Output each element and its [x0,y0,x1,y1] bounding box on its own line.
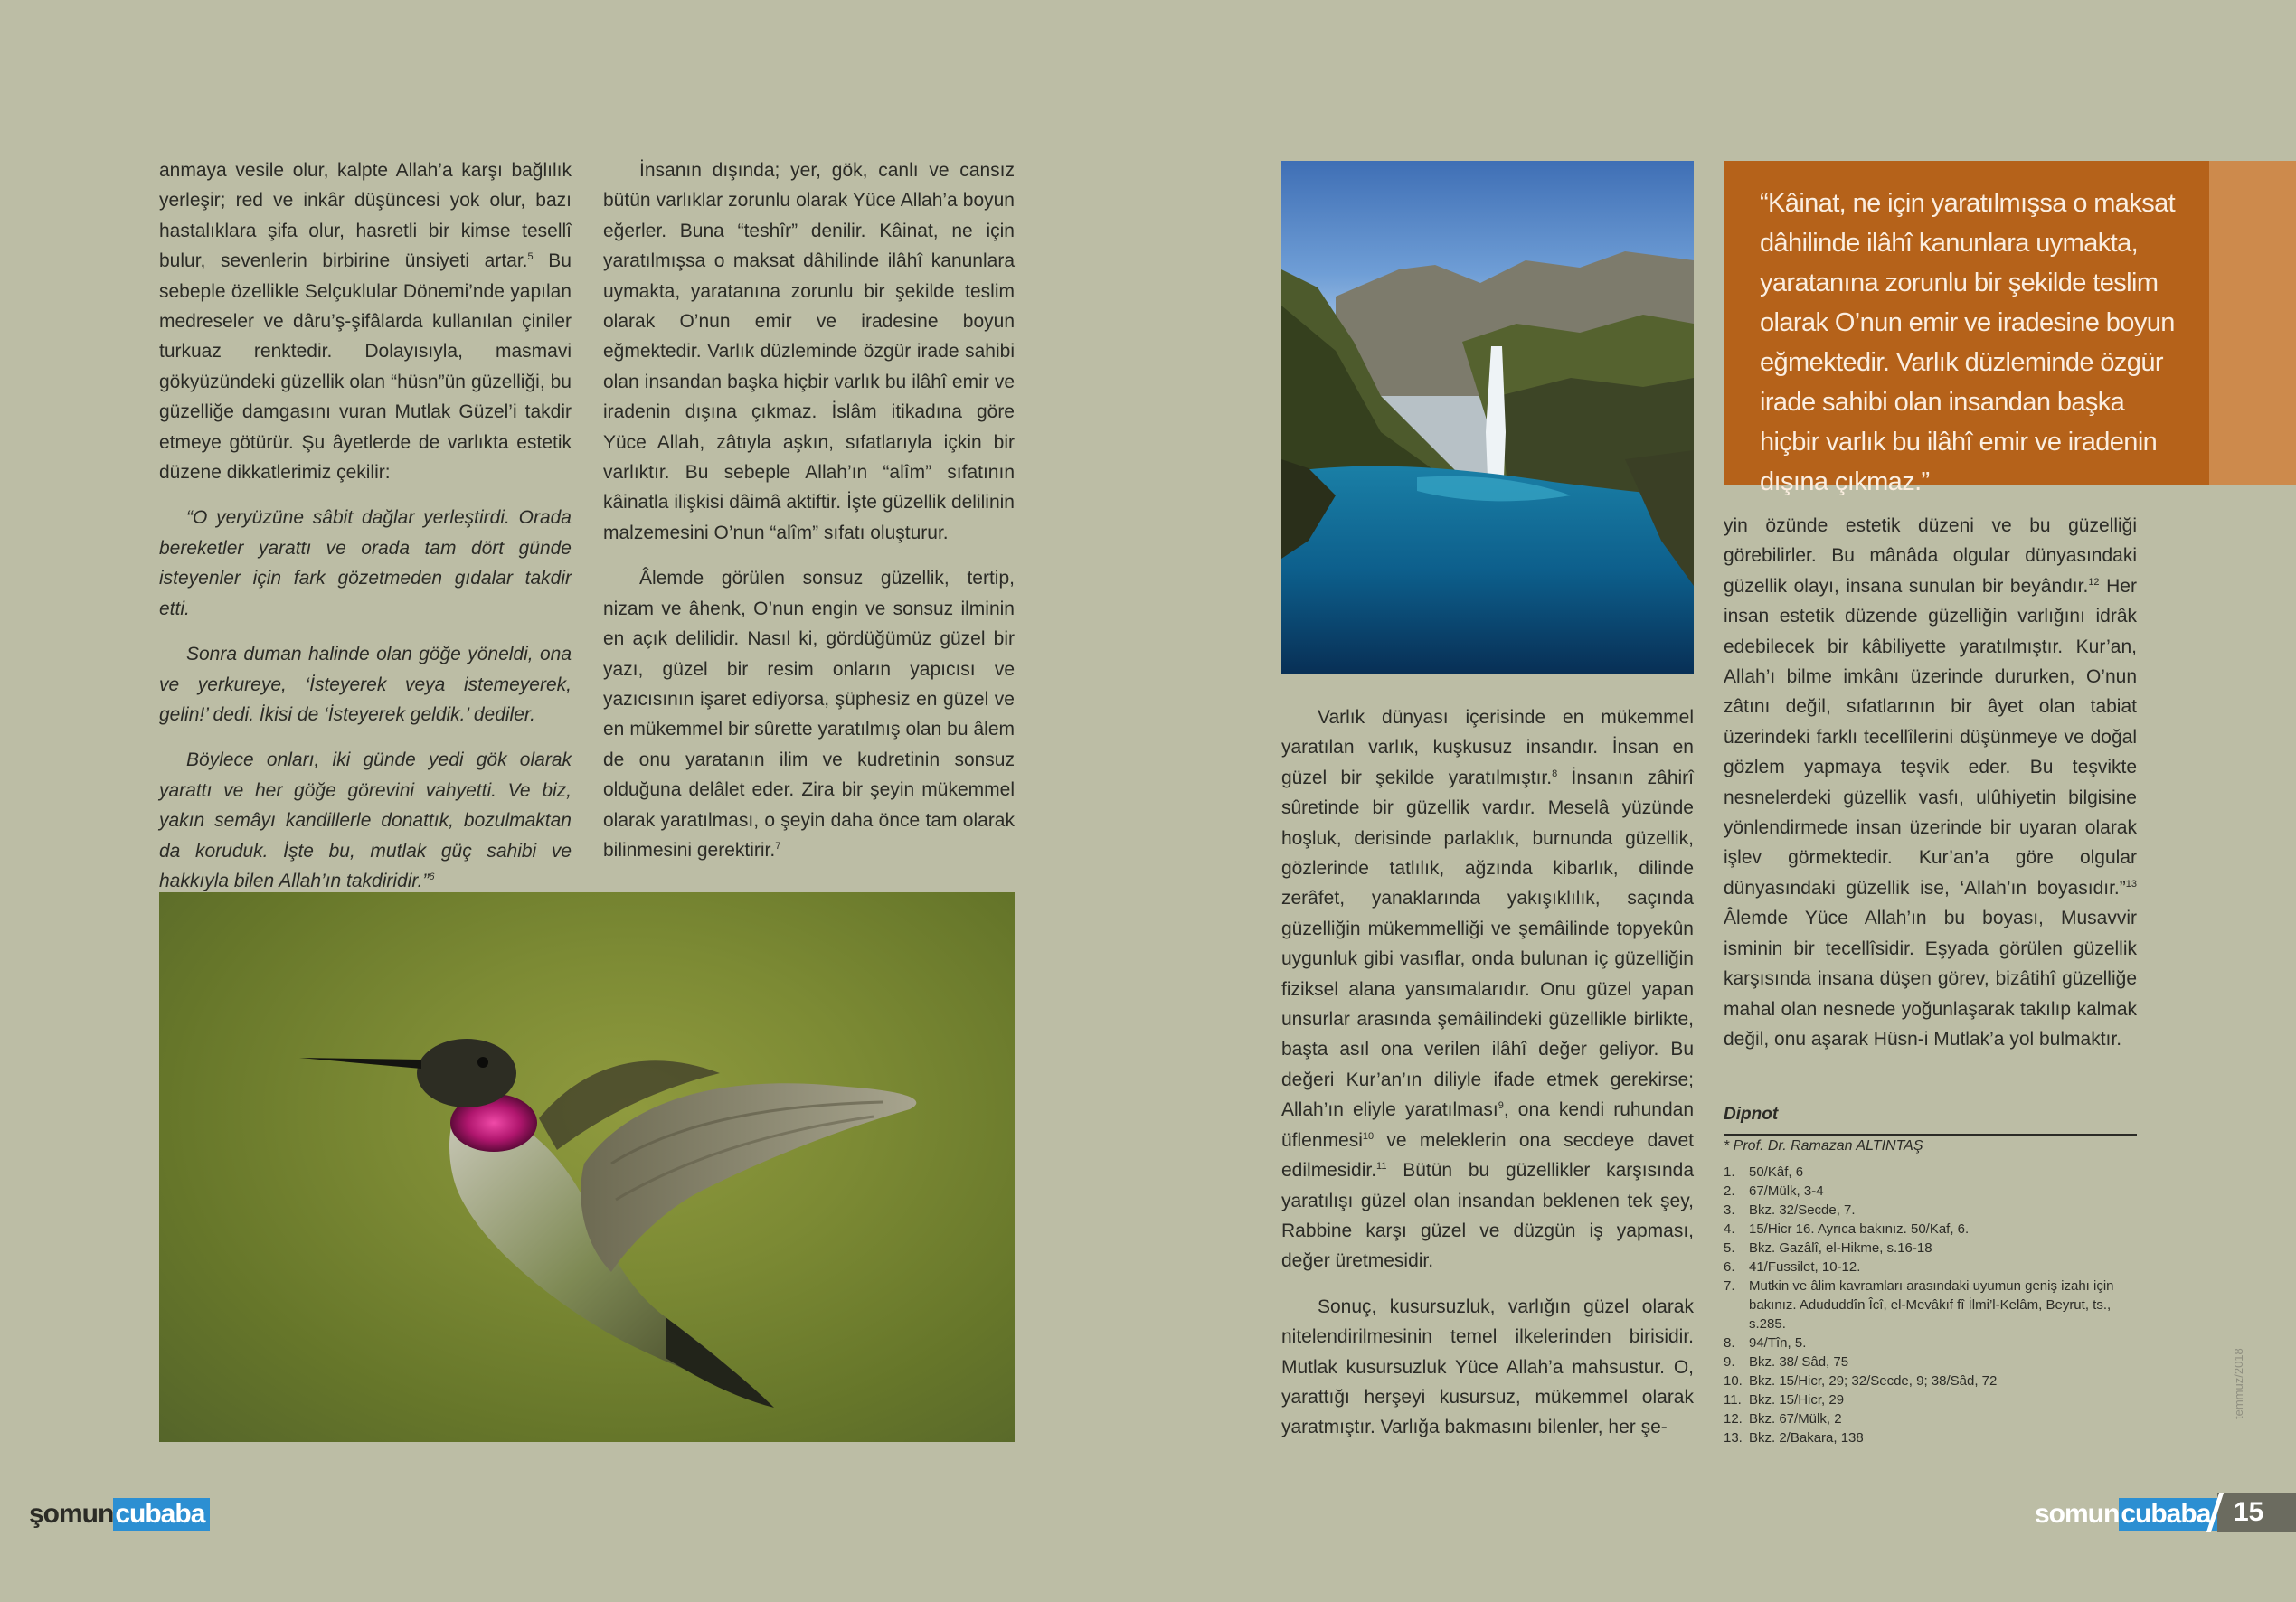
footnote-item: 10. Bkz. 15/Hicr, 29; 32/Secde, 9; 38/Sâd, 72 [1724,1373,1998,1389]
article-column-4 [1724,511,2137,1070]
footnote-item: 1. 50/Kâf, 6 [1724,1164,1804,1180]
article-column-3 [1281,702,1694,1458]
footnote-item: 8. 94/Tîn, 5. [1724,1335,1807,1351]
footnote-item: 13. Bkz. 2/Bakara, 138 [1724,1430,1864,1446]
footnote-item: 11. Bkz. 15/Hicr, 29 [1724,1392,1845,1408]
magazine-logo-left: şomun cubaba [29,1498,210,1531]
paragraph: anmaya vesile olur, kalpte Allah’a karşı bağlılık yerleşir; red ve inkâr düşüncesi yok olur, bazı hastalıklara şifa olur, hasretli bir kimse tesellî bulur, sevenlerin birbirine ünsiyeti artar.$^5$ Bu sebeple özellikle Selçuklular Dönemi’nde yapılan medreseler ve dâru’ş-şifâlarda kullanılan çiniler turkuaz renktedir. Dolayısıyla, masmavi gökyüzündeki güzellik olan “hüsn”ün güzelliği, bu güzelliğe damgasını vuran Mutlak Güzel’i takdir etmeye götürür. Şu âyetlerde de varlıkta estetik düzene dikkatlerimiz çekilir: [159,160,572,484]
issue-date: temmuz/2018 [2232,1348,2245,1419]
footnote-item: 6. 41/Fussilet, 10-12. [1724,1259,1861,1275]
paragraph: yin özünde estetik düzeni ve bu güzelliği görebilirler. Bu mânâda olgular dünyasındaki güzellik olayı, insana sunulan bir beyândır.$^{12}$ Her insan estetik düzende güzelliğin varlığını idrâk edebilecek bir kâbiliyette yaratılmıştır. Kur’an, Allah’ı bilme imkânı üzerinde dururken, O’nun zâtını değil, sıfatlarının bir âyet olan tabiat üzerindeki farklı tecellîlerini düşünmeye ve doğal gözlem yapmaya teşvik eder. Bu teşvikte nesnelerdeki güzellik vasfı, ulûhiyetin bilgisine yönlendirmede insan üzerinde bir uyaran olarak işlev görmektedir. Kur’an’a göre olgular dünyasındaki güzellik ise, ‘Allah’ın boyasıdır.”$^{13}$ Âlemde Yüce Allah’ın bu boyası, Musavvir isminin bir tecellîsidir. Eşyada görülen güzellik karşısında insana düşen görev, bizâtihî güzelliğe mahal olan nesnede yoğunlaşarak takılıp kalmak değil, onu aşarak Hüsn-i Mutlak’a yol bulmaktır. [1724,515,2137,1050]
hummingbird-photo [159,892,1015,1442]
paragraph: Varlık dünyası içerisinde en mükemmel yaratılan varlık, kuşkusuz insandır. İnsan en güzel bir şekilde yaratılmıştır.$^8$ İnsanın zâhirî sûretinde bir güzellik vardır. Meselâ yüzünde hoşluk, derisinde parlaklık, burnunda güzellik, gözlerinde tatlılık, ağzında kibarlık, dilinde zerâfet, yanaklarında yakışıklılık, saçında güzelliğin mükemmelliği ve şemâilinde topyekûn uygunluk gibi vasıflar, onda bulunan iç güzelliğin fiziksel alana yansımalarıdır. Onu güzel yapan unsurlar arasında şemâilindeki güzellikle birlikte, başta asıl ona verilen ilâhî değer geliyor. Bu değeri Kur’an’ın diliyle ifade etmek gerekirse; Allah’ın eliyle yaratılması$^9$, ona kendi ruhundan üflenmesi$^{10}$ ve meleklerin ona secdeye davet edilmesidir.$^{11}$ Bütün bu güzellikler karşısında yaratılışı güzel olan insandan beklenen tek şey, Rabbine karşı güzel ve düzgün iş yapması, değer üretmesidir. [1281,707,1695,1272]
footnote-item: 2. 67/Mülk, 3-4 [1724,1183,1824,1199]
paragraph: Âlemde görülen sonsuz güzellik, tertip, nizam ve âhenk, O’nun engin ve sonsuz ilminin en açık delilidir. Nasıl ki, gördüğümüz güzel bir yazı, güzel bir resim onların yapıcısı ve yazıcısının işaret ediyorsa, şüphesiz en güzel ve en mükemmel bir sûrette yaratılmış olan bu âlem de onu yaratanın ilim ve kudretinin sonsuz olduğuna delâlet eder. Zira bir şeyin mükemmel olarak yaratılması, o şeyin daha önce tam olarak bilinmesini gerektirir.$^7$ [603,568,1015,861]
footnote-item: 3. Bkz. 32/Secde, 7. [1724,1202,1856,1218]
verse-quote: Böylece onları, iki günde yedi gök olarak yarattı ve her göğe görevini vahyetti. Ve biz, yakın semâyı kandillerle donattık, bozulmaktan da koruduk. İşte bu, mutlak güç sahibi ve hakkıyla bilen Allah’ın takdiridir.”$^6$ [159,749,572,891]
verse-quote: Sonra duman halinde olan göğe yöneldi, ona ve yerkureye, ‘İsteyerek veya istemeyerek, gelin!’ dedi. İkisi de ‘İsteyerek geldik.’ dediler. [159,644,572,725]
footnote-item: 12. Bkz. 67/Mülk, 2 [1724,1411,1842,1427]
footnotes-divider [1724,1134,2137,1136]
pull-quote-tab [2209,161,2296,485]
footnotes-list [1724,1163,2137,1447]
waterfall-photo [1281,161,1694,674]
paragraph: Sonuç, kusursuzluk, varlığın güzel olarak nitelendirilmesinin temel ilkelerinden birisidir. Mutlak kusursuzluk Yüce Allah’a mahsustur. O, yarattığı herşeyi kusursuz, mükemmel olarak yaratmıştır. Varlığa bakmasını bilenler, her şe- [1281,1296,1694,1438]
magazine-logo-right: somun cubaba [2035,1498,2217,1531]
verse-quote: “O yeryüzüne sâbit dağlar yerleştirdi. Orada bereketler yarattı ve orada tam dört günde isteyenler için fark gözetmeden gıdalar takdir etti. [159,507,572,619]
footnote-item: 9. Bkz. 38/ Sâd, 75 [1724,1354,1849,1370]
footnote-item: 5. Bkz. Gazâlî, el-Hikme, s.16-18 [1724,1240,1932,1256]
page-number: 15 [2234,1497,2264,1527]
pull-quote-text: “Kâinat, ne için yaratılmışsa o maksat dâhilinde ilâhî kanunlara uymakta, yaratanına zorunlu bir şekilde teslim olarak O’nun emir ve iradesine boyun eğmektedir. Varlık düzleminde özgür irade sahibi olan insandan başka hiçbir varlık bu ilâhî emir ve iradenin dışına çıkmaz.” [1760,189,2176,496]
footnotes-title: Dipnot [1724,1105,1779,1124]
footnote-item: 7. Mutkin ve âlim kavramları arasındaki uyumun geniş izahı için bakınız. Adududdîn Îcî, el-Mevâkıf fî İlmi’l-Kelâm, Beyrut, ts., s.285. [1724,1278,2114,1332]
footnote-item: 4. 15/Hicr 16. Ayrıca bakınız. 50/Kaf, 6. [1724,1221,1970,1237]
footnotes-author: * Prof. Dr. Ramazan ALTINTAŞ [1724,1138,1923,1154]
paragraph: İnsanın dışında; yer, gök, canlı ve cansız bütün varlıklar zorunlu olarak Yüce Allah’a boyun eğerler. Buna “teshîr” denilir. Kâinat, ne için yaratılmışsa o maksat dâhilinde ilâhî kanunlara uymakta, yaratanına zorunlu bir şekilde teslim olarak O’nun emir ve iradesine boyun eğmektedir. Varlık düzleminde özgür irade sahibi olan insandan başka hiçbir varlık bu ilâhî emir ve iradenin dışına çıkmaz. İslâm itikadına göre Yüce Allah, zâtıyla aşkın, sıfatlarıyla içkin bir varlıktır. Bu sebeple Allah’ın “alîm” sıfatının kâinatla ilişkisi dâimâ aktiftir. İşte güzellik delilinin malzemesini O’nun “alîm” sıfatı oluşturur. [603,160,1015,543]
article-column-2 [603,155,1015,881]
article-column-1 [159,155,572,911]
